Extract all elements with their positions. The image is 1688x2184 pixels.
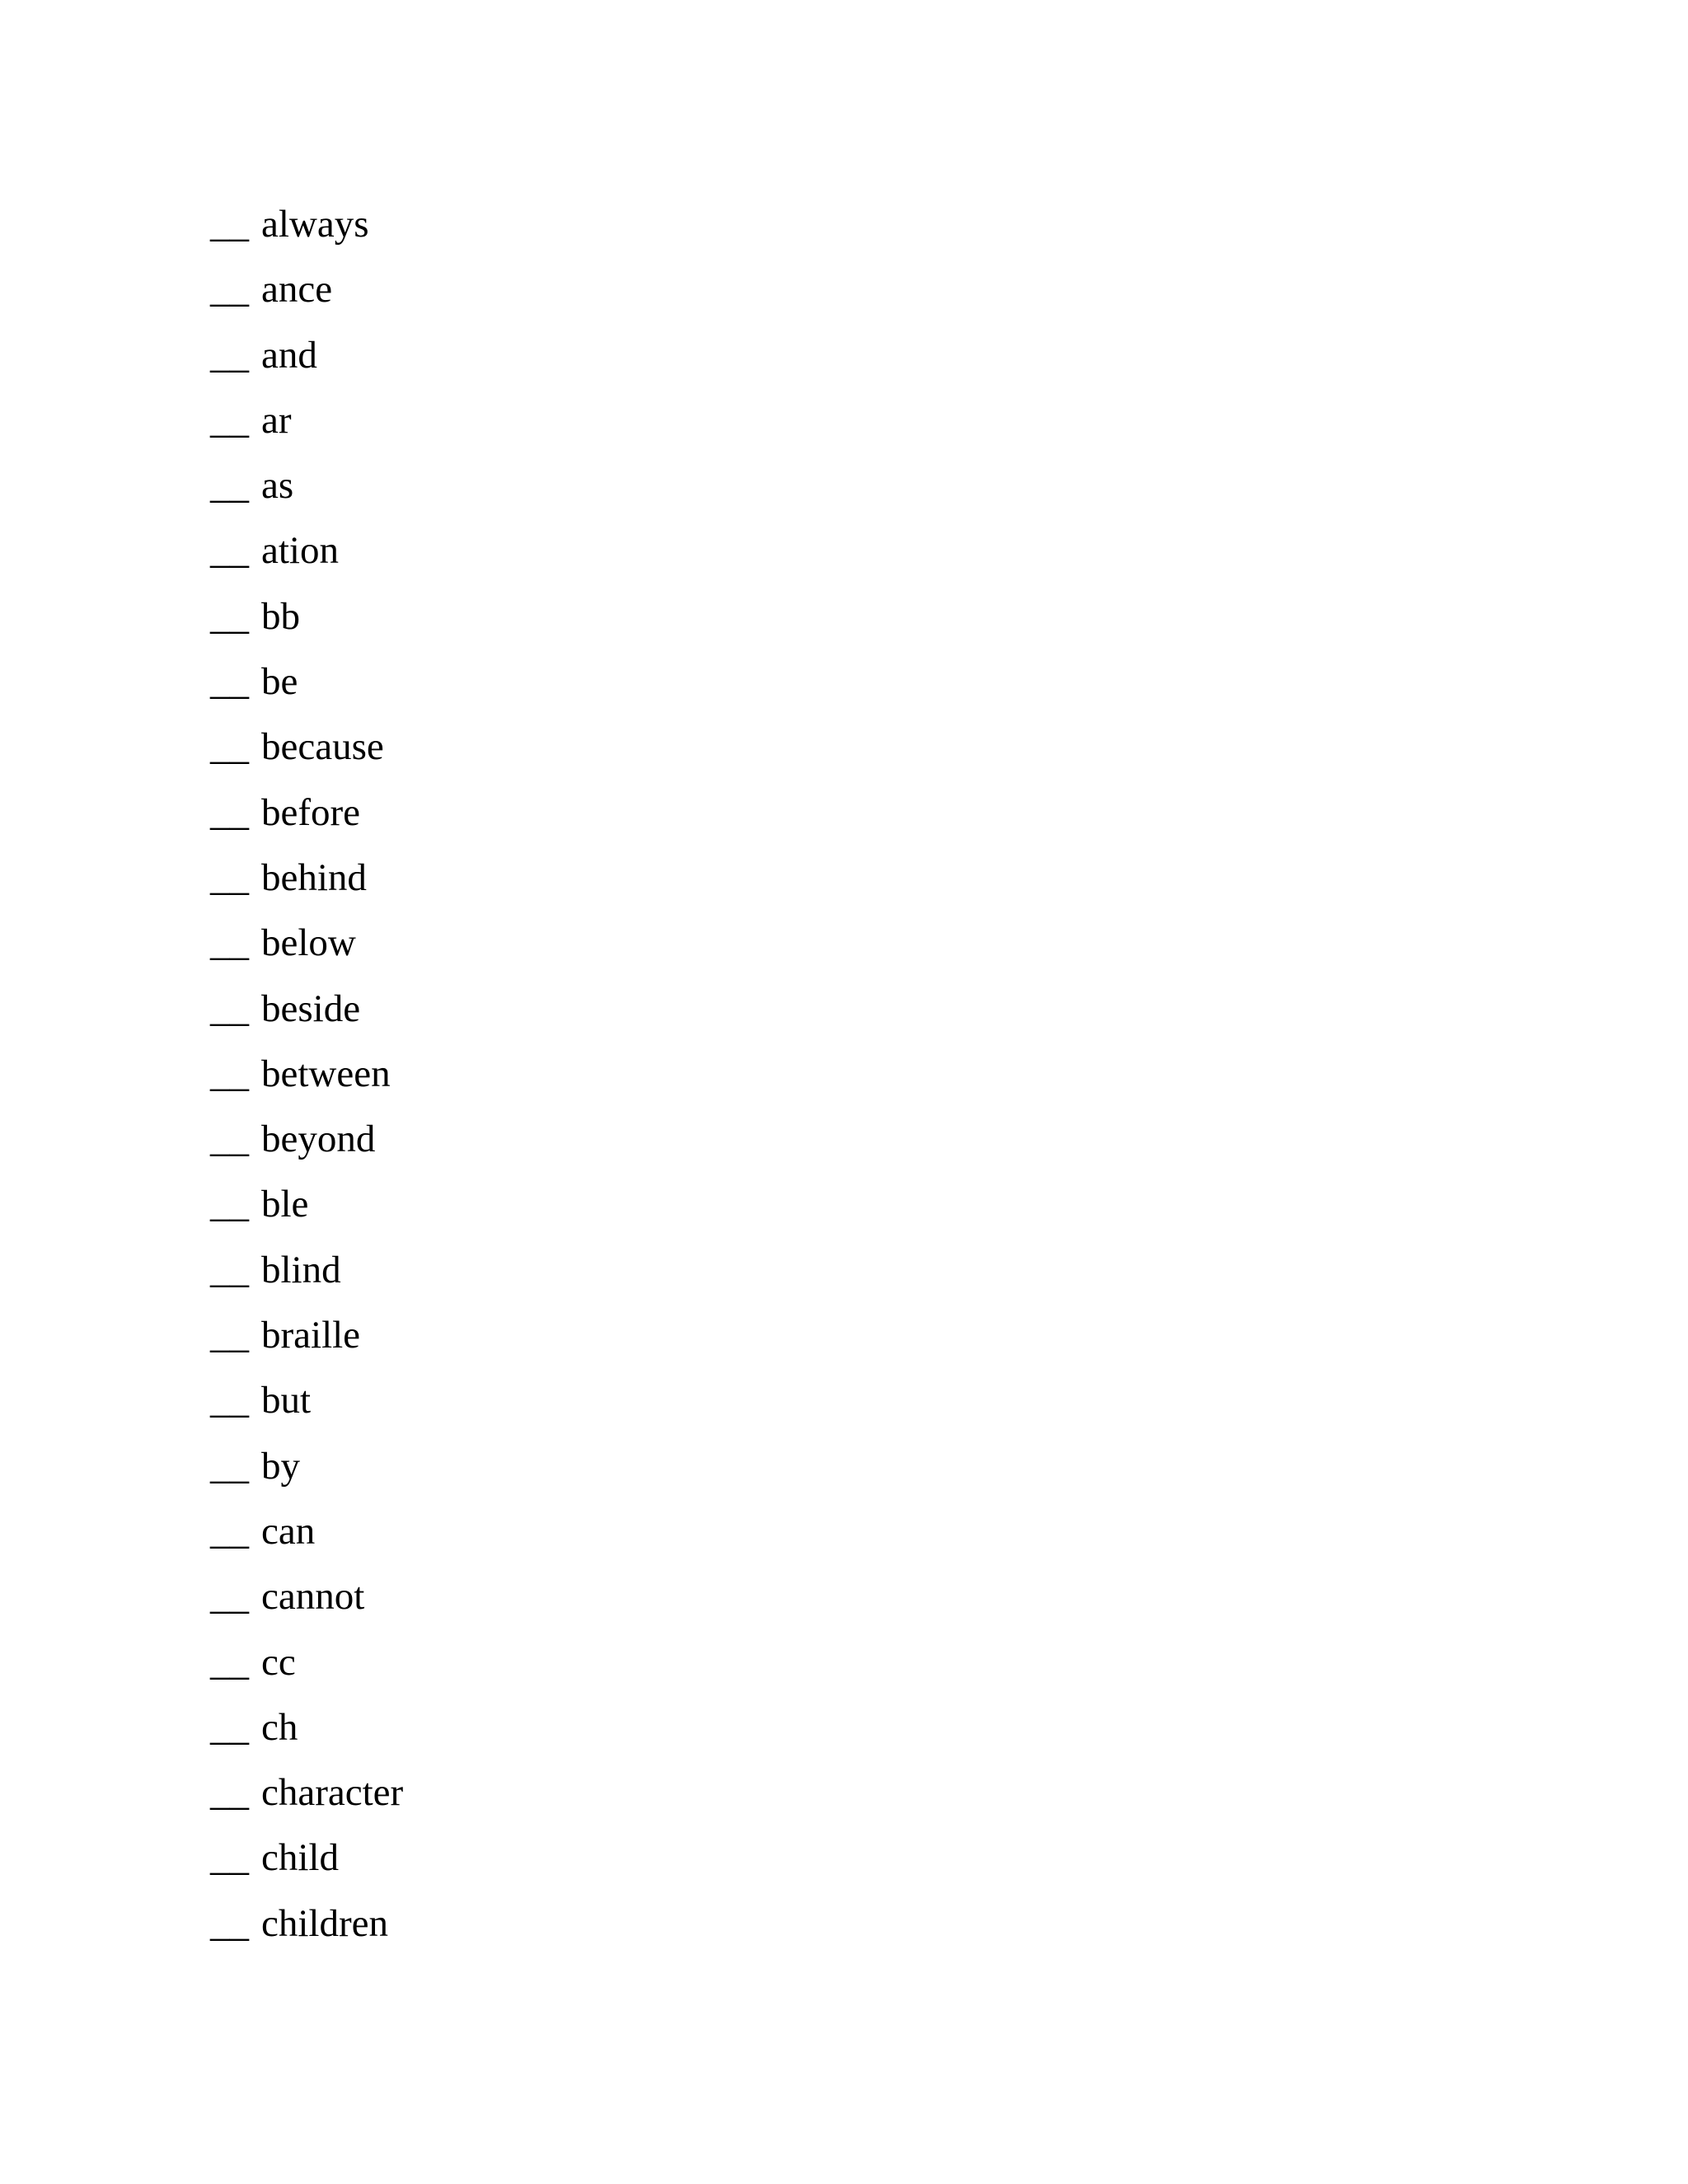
answer-blank: __	[210, 398, 249, 442]
list-item	[210, 1042, 403, 1107]
answer-blank: __	[210, 1901, 249, 1945]
answer-blank: __	[210, 1771, 249, 1815]
answer-blank: __	[210, 1836, 249, 1880]
list-item-word: before	[261, 790, 361, 834]
list-item	[210, 1630, 403, 1695]
list-item-word: bb	[261, 594, 300, 638]
list-item-word: be	[261, 660, 298, 704]
answer-blank: __	[210, 203, 249, 246]
list-item-word: beyond	[261, 1118, 376, 1161]
list-item-word: by	[261, 1444, 300, 1488]
list-item-word: cc	[261, 1640, 296, 1684]
list-item-word: child	[261, 1836, 339, 1880]
answer-blank: __	[210, 1444, 249, 1488]
list-item-word: behind	[261, 855, 367, 899]
list-item-word: and	[261, 333, 317, 377]
list-item	[210, 1107, 403, 1172]
list-item-word: beside	[261, 987, 361, 1030]
list-item	[210, 715, 403, 780]
list-item-word: always	[261, 203, 369, 246]
list-item	[210, 1368, 403, 1433]
list-item	[210, 1172, 403, 1237]
answer-blank: __	[210, 1248, 249, 1291]
list-item	[210, 649, 403, 715]
list-item	[210, 388, 403, 453]
list-item	[210, 323, 403, 388]
list-item-word: ch	[261, 1705, 298, 1749]
answer-blank: __	[210, 333, 249, 377]
list-item	[210, 1760, 403, 1825]
list-item-word: because	[261, 725, 384, 769]
answer-blank: __	[210, 1575, 249, 1619]
list-item	[210, 911, 403, 976]
list-item-word: ation	[261, 529, 339, 573]
list-item	[210, 780, 403, 846]
list-item	[210, 1238, 403, 1303]
answer-blank: __	[210, 987, 249, 1030]
list-item-word: between	[261, 1052, 391, 1095]
list-item	[210, 192, 403, 257]
answer-blank: __	[210, 1509, 249, 1553]
answer-blank: __	[210, 790, 249, 834]
answer-blank: __	[210, 1640, 249, 1684]
list-item-word: below	[261, 921, 356, 965]
answer-blank: __	[210, 660, 249, 704]
list-item-word: character	[261, 1771, 404, 1815]
list-item	[210, 1564, 403, 1629]
answer-blank: __	[210, 1379, 249, 1422]
list-item	[210, 257, 403, 322]
answer-blank: __	[210, 268, 249, 312]
list-item	[210, 1825, 403, 1891]
list-item	[210, 1434, 403, 1499]
list-item	[210, 846, 403, 911]
list-item	[210, 977, 403, 1042]
answer-blank: __	[210, 1705, 249, 1749]
list-item	[210, 584, 403, 649]
answer-blank: __	[210, 921, 249, 965]
answer-blank: __	[210, 529, 249, 573]
answer-blank: __	[210, 1052, 249, 1095]
list-item-word: cannot	[261, 1575, 365, 1619]
list-item-word: children	[261, 1901, 388, 1945]
answer-blank: __	[210, 594, 249, 638]
list-item	[210, 518, 403, 583]
list-item	[210, 453, 403, 518]
list-item-word: blind	[261, 1248, 341, 1291]
answer-blank: __	[210, 855, 249, 899]
list-item-word: ble	[261, 1183, 309, 1226]
answer-blank: __	[210, 725, 249, 769]
answer-blank: __	[210, 1314, 249, 1357]
list-item-word: ar	[261, 398, 292, 442]
list-item-word: as	[261, 464, 294, 508]
list-item	[210, 1303, 403, 1368]
list-item-word: braille	[261, 1314, 361, 1357]
answer-blank: __	[210, 1183, 249, 1226]
list-item	[210, 1695, 403, 1760]
answer-blank: __	[210, 1118, 249, 1161]
word-list	[210, 192, 403, 1957]
list-item	[210, 1891, 403, 1957]
list-item-word: but	[261, 1379, 312, 1422]
answer-blank: __	[210, 464, 249, 508]
list-item	[210, 1499, 403, 1564]
list-item-word: can	[261, 1509, 316, 1553]
list-item-word: ance	[261, 268, 333, 312]
